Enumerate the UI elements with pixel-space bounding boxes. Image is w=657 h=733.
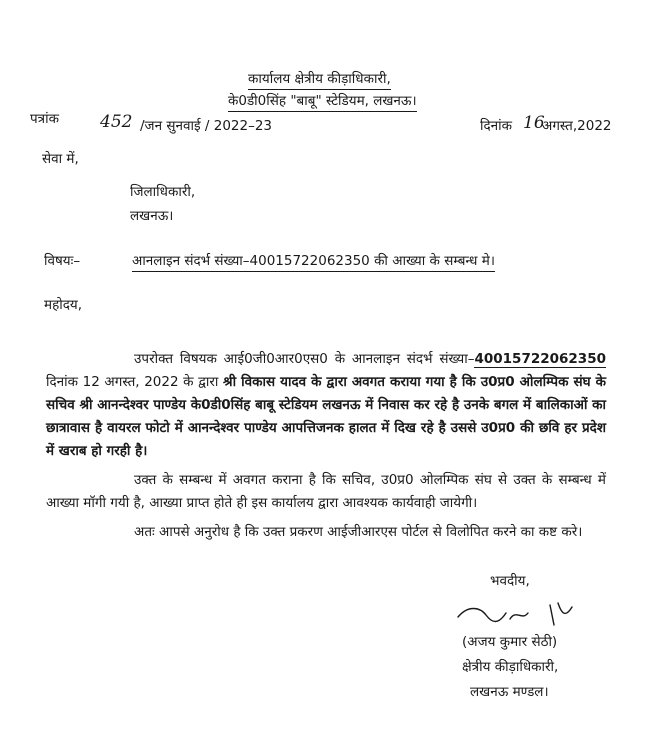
signatory-designation: क्षेत्रीय कीड़ाधिकारी, <box>462 659 559 675</box>
p1-complaint: श्री विकास यादव के द्वारा अवगत कराया गया है कि उ0प्र0 ओलम्पिक संघ के सचिव श्री आनन्देश्वर पाण्डेय के0डी0सिंह बाबू स्टेडियम लखनऊ में निवास कर रहे है उनके बगल में बालिकाओं का छात्रावास है वायरल फोटो में आनन्देश्वर पाण्डेय आपत्तिजनक हालत में दिख रहे है उससे उ0प्र0 की छवि हर प्रदेश में खराब हो गरही है। <box>46 374 606 459</box>
patrank-label: पत्रांक <box>30 111 59 127</box>
dinank-handwritten-day: 16 <box>523 113 545 133</box>
signature <box>450 595 590 635</box>
reference-number: 40015722062350 <box>474 351 606 367</box>
bhavdiya: भवदीय, <box>490 573 530 589</box>
paragraph-1 <box>46 348 606 463</box>
dinank-label: दिनांक <box>480 118 513 134</box>
patrank-handwritten-number: 452 <box>100 112 133 132</box>
recipient: जिलाधिकारी, <box>130 184 196 200</box>
recipient-city: लखनऊ। <box>130 208 174 224</box>
patrank-suffix: /जन सुनवाई / 2022–23 <box>140 118 273 134</box>
office-address: के0डी0सिंह "बाबू" स्टेडियम, लखनऊ। <box>228 92 417 112</box>
signatory-division: लखनऊ मण्डल। <box>470 684 549 700</box>
dinank-month-year: अगस्त,2022 <box>542 118 612 134</box>
p1-start: उपरोक्त विषयक आई0जी0आर0एस0 के आनलाइन संदर्भ संख्या– <box>134 351 475 367</box>
paragraph-2: उक्त के सम्बन्ध में अवगत कराना है कि सचिव, उ0प्र0 ओलम्पिक संघ से उक्त के सम्बन्ध में आख्या मॉगी गयी है, आख्या प्राप्त होते ही इस कार्यालय द्वारा आवश्यक कार्यवाही जायेगी। <box>46 472 606 511</box>
subject-label: विषयः– <box>44 253 81 269</box>
paragraph-3: अतः आपसे अनुरोध है कि उक्त प्रकरण आईजीआरएस पोर्टल से विलोपित करने का कष्ट करे। <box>134 524 583 540</box>
office-title: कार्यालय क्षेत्रीय कीड़ाधिकारी, <box>248 70 391 90</box>
subject-text: आनलाइन संदर्भ संख्या–40015722062350 की आख्या के सम्बन्ध मे। <box>132 252 495 272</box>
p1-date: दिनांक 12 अगस्त, 2022 के द्वारा <box>46 374 224 390</box>
signatory-name: (अजय कुमार सेठी) <box>462 634 558 650</box>
salutation: महोदय, <box>44 297 83 313</box>
sewa-me: सेवा में, <box>42 151 79 167</box>
